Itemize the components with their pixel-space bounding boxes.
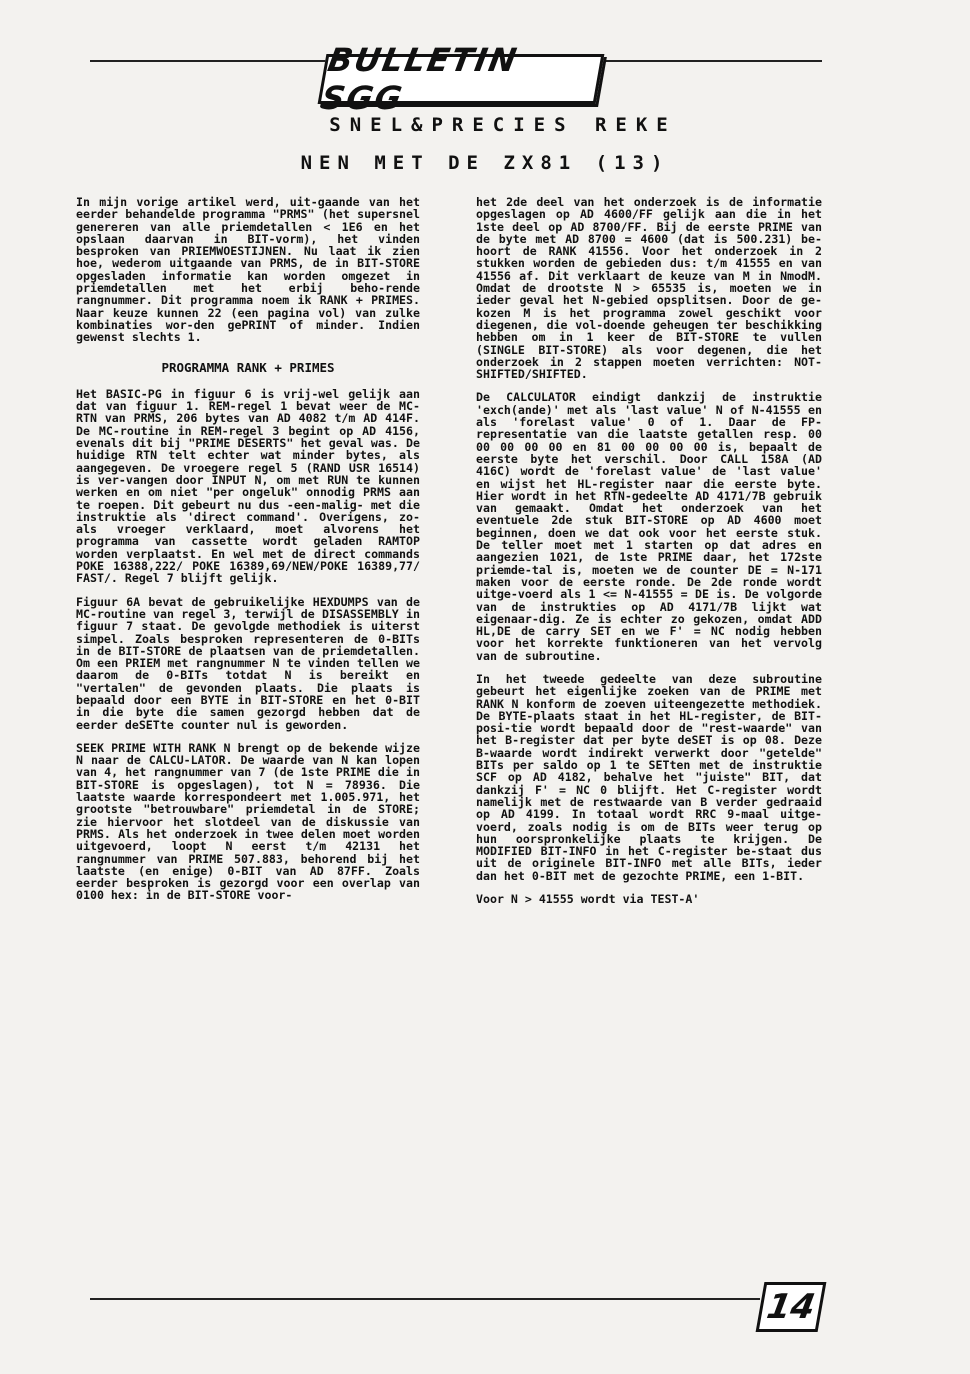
left-paragraph-2: Het BASIC-PG in figuur 6 is vrij-wel gelijk aan dat van figuur 1. REM-regel 1 bevat weer de MC-RTN van PRMS, 206 bytes van AD 4082 t/m AD 414F. De MC-routine in REM-regel 3 begint op AD 4156, evenals dit bij "PRIME DESERTS" het geval was. De huidige RTN telt echter wat minder bytes, als aangegeven. De vroegere regel 5 (RAND USR 16514) is ver-vangen door INPUT N, om met RUN te kunnen werken en om niet "per ongeluk" onnodig PRMS aan te roepen. Dit gebeurt nu dus -een-malig- met die instruktie als 'direct command'. Overigens, zo-als vroeger verklaard, moet alvorens het programma van cassette wordt geladen RAMTOP worden verplaatst. En wel met de direct commands POKE 16388,222/ POKE 16389,69/NEW/POKE 16389,77/ FAST/. Regel 7 blijft gelijk. [76,386,420,586]
page-number: 14 [756,1282,827,1332]
left-paragraph-3: Figuur 6A bevat de gebruikelijke HEXDUMPS van de MC-routine van regel 3, terwijl de DISASSEMBLY in figuur 7 staat. De gevolgde methodiek is uiterst simpel. Zoals besproken representeren de 0-BITs in de BIT-STORE de plaatsen van de priemdetallen. Om een PRIEM met rangnummer N te vinden tellen we daarom de 0-BITs totdat N is bereikt en "vertalen" de gevonden plaats. Die plaats is bepaald door een BYTE in BIT-STORE en het 0-BIT in die byte die samen gezorgd hebben dat de eerder deSETte counter nul is geworden. [76,594,420,732]
right-paragraph-2: De CALCULATOR eindigt dankzij de instruktie 'exch(ande)' met als 'last value' N of N-41555 en als 'forelast value' 0 of 1. Daar de FP-representatie van die laatste getallen resp. 00 00 00 00 00 en 81 00 00 00 00 is, bepaalt de eerste byte het verschil. Door CALL 158A (AD 416C) wordt de 'forelast value' de 'last value' en wijst het HL-register naar die eerste byte. Hier wordt in het RTN-gedeelte AD 4171/7B gebruik van gemaakt. Omdat het onderzoek van het eventuele 2de stuk BIT-STORE op AD 4600 moet beginnen, doen we dat ook voor het eerste stuk. De teller moet met 1 starten op dat adres en aangezien 1021, de 1ste PRIME daar, het 172ste priemde-tal is, moeten we de counter DE = N-171 maken voor de eerste ronde. De 2de ronde wordt uitge-voerd als 1 <= N-41555 = DE is. De volgorde van de instrukties op AD 4171/7B lijkt wat eigenaar-dig. Ze is echter zo gekozen, omdat ADD HL,DE de carry SET en we F' = NC nodig hebben voor het korrekte funktioneren van het vervolg van de subroutine. [476,390,822,663]
masthead-logo: BULLETIN SGG [318,54,605,104]
right-paragraph-1: het 2de deel van het onderzoek is de informatie opgeslagen op AD 4600/FF gelijk aan die in het 1ste deel op AD 8700/FF. Bij de eerste PRIME van de byte met AD 8700 = 4600 (dat is 500.231) be-hoort de RANK 41556. Voor het onderzoek in 2 stukken worden de gebieden dus: t/m 41555 en van 41556 af. Dit verklaart de keuze van M in NmodM. Omdat de drootste N > 65535 is, moeten we in ieder geval het N-gebied opsplitsen. Door de ge-kozen M is het programma zowel geschikt voor diegenen, die vol-doende geheugen ter beschikking hebben om in 1 keer de BIT-STORE te vullen (SINGLE BIT-STORE) als voor degenen, die het onderzoek in 2 stappen moeten verrichten: NOT-SHIFTED/SHIFTED. [476,195,822,382]
right-column [476,196,822,916]
headline-line-1: SNEL&PRECIES REKE [329,114,677,136]
left-paragraph-1: In mijn vorige artikel werd, uit-gaande van het eerder behandelde programma "PRMS" (het supersnel genereren van alle priemdetallen < 1E6 en het opslaan daarvan in BIT-vorm), het vinden besproken van PRIEMWOESTIJNEN. Nu laat ik zien hoe, wederom uitgaande van PRMS, de in BIT-STORE opgesladen informatie kan worden omgezet in priemdetallen met het erbij beho-rende rangnummer. Dit programma noem ik RANK + PRIMES. Naar keuze kunnen 22 (een pagina vol) van zulke kombinaties wor-den gePRINT of minder. Indien gewenst slechts 1. [76,195,420,345]
headline-line-2: NEN MET DE ZX81 (13) [300,152,670,174]
right-paragraph-3: In het tweede gedeelte van deze subroutine gebeurt het eigenlijke zoeken van de PRIME met RANK N konform de zoeven uiteengezette methodiek. De BYTE-plaats staat in het HL-register, de BIT-posi-tie wordt bepaald door de "rest-waarde" van het B-register dat per byte deSET is op 08. Deze B-waarde wordt indirekt verwerkt door "getelde" BITs per saldo op 1 te SETten met de instruktie SCF op AD 4182, behalve het "juiste" BIT, dat dankzij F' = NC 0 blijft. Het C-register wordt namelijk met de restwaarde van B verder gedraaid op AD 4199. In totaal wordt RRC 9-maal uitge-voerd, zoals nodig is om de BITs weer terug op hun oorspronkelijke plaats te krijgen. De MODIFIED BIT-INFO in het C-register be-staat dus uit de originele BIT-INFO met alle BITs, ieder dan het 0-BIT met de gezochte PRIME, een 1-BIT. [476,671,822,883]
section-heading: PROGRAMMA RANK + PRIMES [161,359,335,375]
left-paragraph-4: SEEK PRIME WITH RANK N brengt op de bekende wijze N naar de CALCU-LATOR. De waarde van N kan lopen van 4, het rangnummer van 7 (de 1ste PRIME die in BIT-STORE is opgeslagen), tot N = 78936. Die laatste waarde korrespondeert met 1.005.971, het grootste "betrouwbare" priemdetal in de STORE; zie hiervoor het slotdeel van de diskussie van PRMS. Als het onderzoek in twee delen moet worden uitgevoerd, loopt N eerst t/m 42131 het rangnummer van PRIME 507.883, behorend bij het laatste (en enige) 0-BIT van AD 87FF. Zoals eerder besproken is gezorgd voor een overlap van 0100 hex: in de BIT-STORE voor- [76,740,420,903]
bottom-rule [90,1298,760,1300]
right-paragraph-4: Voor N > 41555 wordt via TEST-A' [476,892,700,907]
left-column [76,196,420,913]
